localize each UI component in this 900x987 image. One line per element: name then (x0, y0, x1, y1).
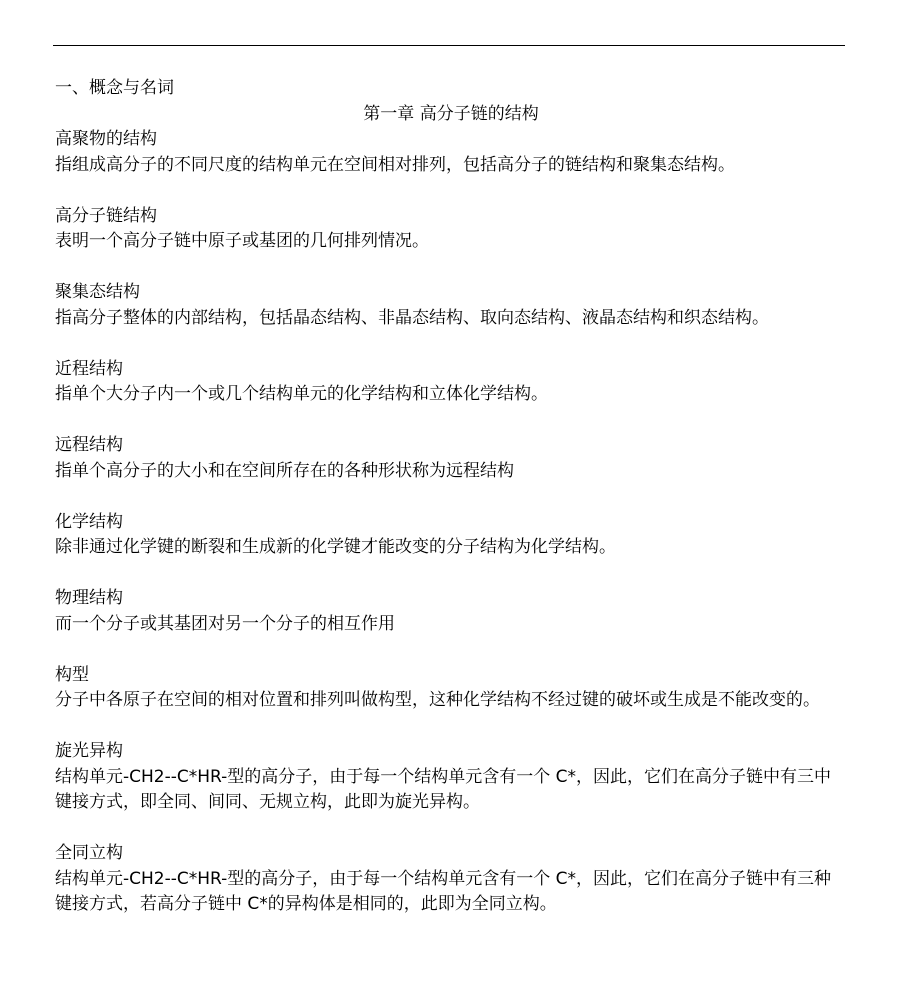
chapter-title: 第一章 高分子链的结构 (363, 103, 539, 124)
term-definition: 指高分子整体的内部结构，包括晶态结构、非晶态结构、取向态结构、液晶态结构和织态结构。 (55, 307, 769, 328)
term-definition: 指单个高分子的大小和在空间所存在的各种形状称为远程结构 (55, 460, 514, 481)
definition-entry (55, 841, 847, 918)
term-definition: 分子中各原子在空间的相对位置和排列叫做构型，这种化学结构不经过键的破坏或生成是不能改变的。 (55, 690, 820, 710)
term-label: 物理结构 (55, 588, 123, 608)
term-label: 化学结构 (55, 511, 123, 532)
definition-entry (55, 357, 847, 408)
term-definition: 指单个大分子内一个或几个结构单元的化学结构和立体化学结构。 (55, 384, 548, 404)
term-definition: 指组成高分子的不同尺度的结构单元在空间相对排列，包括高分子的链结构和聚集态结构。 (55, 154, 735, 175)
section-heading: 一、概念与名词 (55, 78, 174, 98)
term-definition: 结构单元-CH2--C*HR-型的高分子，由于每一个结构单元含有一个 C*，因此，它们在高分子链中有三种键接方式，若高分子链中 C*的异构体是相同的，此即为全同立构。 (55, 868, 832, 914)
header-rule (53, 45, 845, 46)
term-definition: 而一个分子或其基团对另一个分子的相互作用 (55, 613, 395, 634)
term-label: 高分子链结构 (55, 205, 157, 226)
term-definition: 表明一个高分子链中原子或基团的几何排列情况。 (55, 231, 429, 251)
definition-entry (55, 739, 847, 816)
term-label: 近程结构 (55, 358, 123, 379)
term-label: 全同立构 (55, 843, 123, 863)
term-label: 高聚物的结构 (55, 129, 157, 149)
definition-entry (55, 204, 847, 255)
term-label: 旋光异构 (55, 741, 123, 761)
definition-entry (55, 663, 847, 714)
term-definition: 结构单元-CH2--C*HR-型的高分子，由于每一个结构单元含有一个 C*，因此，它们在高分子链中有三中键接方式，即全同、间同、无规立构，此即为旋光异构。 (55, 766, 832, 812)
definition-entry (55, 510, 847, 561)
document-body (55, 76, 847, 943)
term-definition: 除非通过化学键的断裂和生成新的化学键才能改变的分子结构为化学结构。 (55, 537, 616, 557)
definition-entry (55, 586, 847, 637)
term-label: 远程结构 (55, 435, 123, 455)
definition-entry (55, 280, 847, 331)
definition-entry (55, 127, 847, 178)
term-label: 聚集态结构 (55, 282, 140, 302)
definition-entry (55, 433, 847, 484)
term-label: 构型 (55, 664, 89, 685)
